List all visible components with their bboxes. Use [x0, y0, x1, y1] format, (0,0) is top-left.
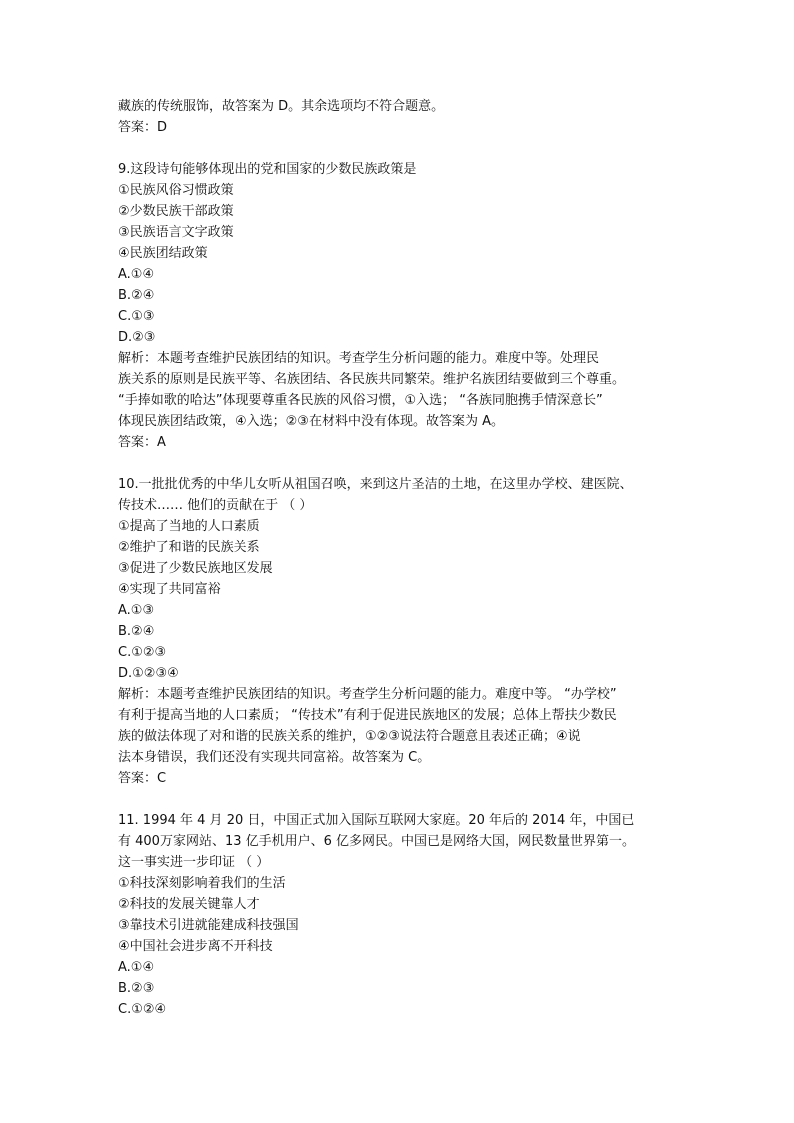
- document-page: [118, 96, 678, 1020]
- text-line: C.①②③: [118, 645, 167, 660]
- question-block-q8-tail: [118, 96, 678, 138]
- text-line: B.②④: [118, 624, 155, 639]
- text-line: 法本身错误，我们还没有实现共同富裕。故答案为 C。: [118, 750, 431, 765]
- block-spacer: [118, 138, 678, 159]
- text-line: 传技术…… 他们的贡献在于 （ ）: [118, 498, 313, 513]
- text-line: 11. 1994 年 4 月 20 日，中国正式加入国际互联网大家庭。20 年后的 2014 年，中国已: [118, 813, 635, 828]
- text-line: ①提高了当地的人口素质: [118, 519, 260, 534]
- text-line: ③靠技术引进就能建成科技强国: [118, 918, 299, 933]
- text-line: 10.一批批优秀的中华儿女听从祖国召唤，来到这片圣洁的土地，在这里办学校、建医院、: [118, 477, 633, 492]
- text-line: 答案：D: [118, 120, 168, 135]
- text-line: 体现民族团结政策，④入选；②③在材料中没有体现。故答案为 A。: [118, 414, 504, 429]
- text-line: ④实现了共同富裕: [118, 582, 221, 597]
- text-line: ④中国社会进步离不开科技: [118, 939, 273, 954]
- text-line: 有利于提高当地的人口素质； “传技术”有利于促进民族地区的发展；总体上帮扶少数民: [118, 708, 617, 723]
- text-line: B.②③: [118, 981, 155, 996]
- text-line: 族的做法体现了对和谐的民族关系的维护，①②③说法符合题意且表述正确；④说: [118, 729, 581, 744]
- text-line: D.①②③④: [118, 666, 179, 681]
- text-line: 答案：A: [118, 435, 166, 450]
- text-line: “手捧如歌的哈达”体现要尊重各民族的风俗习惯，①入选； “各族同胞携手情深意长”: [118, 393, 603, 408]
- text-line: ②科技的发展关键靠人才: [118, 897, 260, 912]
- text-line: C.①③: [118, 309, 155, 324]
- text-line: ④民族团结政策: [118, 246, 208, 261]
- text-line: ②少数民族干部政策: [118, 204, 234, 219]
- text-line: B.②④: [118, 288, 155, 303]
- text-line: A.①④: [118, 267, 155, 282]
- text-line: 族关系的原则是民族平等、名族团结、各民族共同繁荣。维护名族团结要做到三个尊重。: [118, 372, 626, 387]
- block-spacer: [118, 789, 678, 810]
- block-spacer: [118, 453, 678, 474]
- text-line: 解析：本题考查维护民族团结的知识。考查学生分析问题的能力。难度中等。处理民: [118, 351, 600, 366]
- text-line: ③民族语言文字政策: [118, 225, 234, 240]
- text-line: 9.这段诗句能够体现出的党和国家的少数民族政策是: [118, 162, 417, 177]
- text-line: 藏族的传统服饰，故答案为 D。其余选项均不符合题意。: [118, 99, 445, 114]
- text-line: ②维护了和谐的民族关系: [118, 540, 260, 555]
- text-line: ①科技深刻影响着我们的生活: [118, 876, 286, 891]
- text-line: 解析：本题考查维护民族团结的知识。考查学生分析问题的能力。难度中等。 “办学校”: [118, 687, 617, 702]
- question-block-q11: [118, 810, 678, 1020]
- document-content: [118, 96, 678, 1020]
- text-line: ①民族风俗习惯政策: [118, 183, 234, 198]
- text-line: 答案：C: [118, 771, 167, 786]
- text-line: A.①④: [118, 960, 155, 975]
- question-block-q10: [118, 474, 678, 789]
- text-line: 这一事实进一步印证 （ ）: [118, 855, 270, 870]
- question-block-q9: [118, 159, 678, 453]
- text-line: 有 400万家网站、13 亿手机用户、6 亿多网民。中国已是网络大国，网民数量世界第一。: [118, 834, 636, 849]
- text-line: A.①③: [118, 603, 155, 618]
- text-line: ③促进了少数民族地区发展: [118, 561, 273, 576]
- text-line: C.①②④: [118, 1002, 167, 1017]
- text-line: D.②③: [118, 330, 156, 345]
